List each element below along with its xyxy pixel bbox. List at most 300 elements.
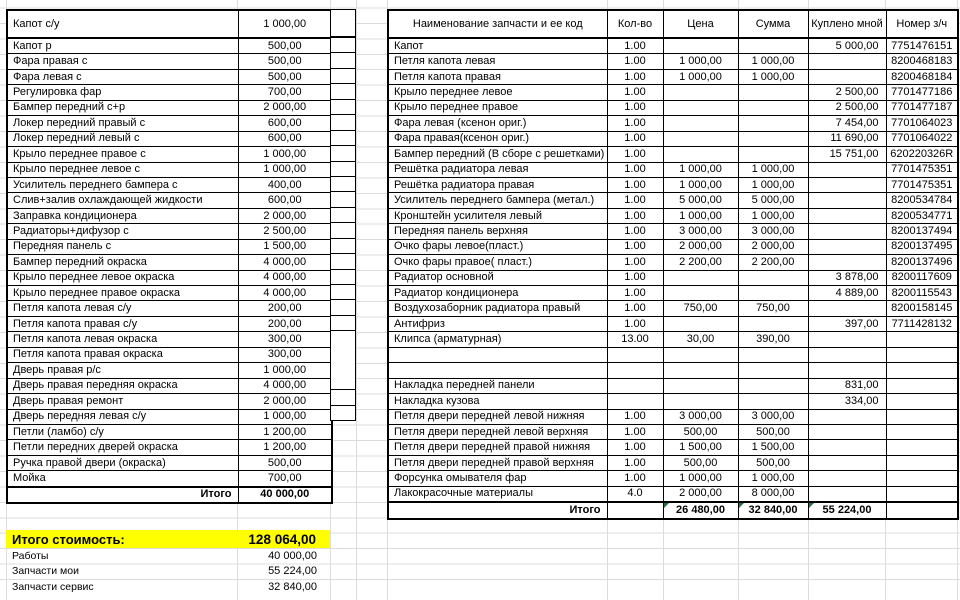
part-bought-cell[interactable] <box>808 54 886 69</box>
part-qty-cell[interactable]: 1.00 <box>607 239 663 254</box>
part-name-cell[interactable]: Решётка радиатора левая <box>388 162 607 177</box>
parts-table <box>387 9 959 520</box>
part-name-cell[interactable]: Антифриз <box>388 316 607 331</box>
part-bought-cell[interactable] <box>808 409 886 424</box>
parts-total-sum-cell[interactable]: 32 840,00 <box>738 502 808 518</box>
work-price-cell[interactable]: 600,00 <box>238 116 332 131</box>
parts-total-label-cell[interactable]: Итого <box>388 502 607 518</box>
summary-label: Запчасти мои <box>12 565 79 578</box>
empty-cell[interactable] <box>331 223 356 238</box>
empty-cell[interactable] <box>331 84 356 99</box>
empty-cell[interactable] <box>331 146 356 161</box>
work-price-cell[interactable]: 600,00 <box>238 131 332 146</box>
work-price-cell[interactable]: 4 000,00 <box>238 270 332 285</box>
part-bought-cell[interactable] <box>808 455 886 470</box>
part-sum-cell[interactable]: 500,00 <box>738 424 808 439</box>
work-name-cell[interactable]: Регулировка фар <box>7 85 238 100</box>
part-bought-cell[interactable]: 334,00 <box>808 394 886 409</box>
part-number-cell[interactable]: 7701475351 <box>886 177 958 192</box>
empty-strip-row <box>331 285 356 300</box>
part-qty-cell[interactable]: 1.00 <box>607 100 663 115</box>
part-sum-cell[interactable] <box>738 85 808 100</box>
part-sum-cell[interactable] <box>738 286 808 301</box>
work-name-cell[interactable]: Петля капота правая окраска <box>7 347 238 362</box>
empty-cell[interactable] <box>331 315 356 330</box>
part-name-cell[interactable]: Крыло переднее правое <box>388 100 607 115</box>
part-bought-cell[interactable] <box>808 224 886 239</box>
work-price-cell[interactable]: 600,00 <box>238 193 332 208</box>
part-sum-cell[interactable]: 1 000,00 <box>738 69 808 84</box>
empty-cell[interactable] <box>331 10 356 38</box>
part-number-cell[interactable] <box>886 455 958 470</box>
part-price-cell[interactable]: 2 000,00 <box>663 239 738 254</box>
part-name-cell[interactable]: Петля капота левая <box>388 54 607 69</box>
part-sum-cell[interactable]: 5 000,00 <box>738 193 808 208</box>
empty-cell[interactable] <box>331 192 356 207</box>
part-price-cell[interactable] <box>663 38 738 54</box>
work-name-cell[interactable]: Дверь правая ремонт <box>7 394 238 409</box>
work-name-cell[interactable]: Петля капота правая с/у <box>7 316 238 331</box>
part-bought-cell[interactable] <box>808 440 886 455</box>
work-name-cell[interactable]: Капот р <box>7 38 238 54</box>
part-number-cell[interactable] <box>886 347 958 362</box>
part-sum-cell[interactable]: 1 000,00 <box>738 208 808 223</box>
parts-total-bought-cell[interactable]: 55 224,00 <box>808 502 886 518</box>
table-row <box>7 38 332 54</box>
work-name-cell[interactable]: Бампер передний окраска <box>7 255 238 270</box>
part-number-cell[interactable]: 8200137496 <box>886 255 958 270</box>
work-name-cell[interactable]: Дверь правая передняя окраска <box>7 378 238 393</box>
part-sum-cell[interactable]: 3 000,00 <box>738 224 808 239</box>
part-qty-cell[interactable]: 1.00 <box>607 224 663 239</box>
part-qty-cell[interactable]: 1.00 <box>607 440 663 455</box>
header-col-bought[interactable]: Куплено мной <box>808 10 886 38</box>
part-name-cell[interactable]: Накладка кузова <box>388 394 607 409</box>
work-price-cell[interactable]: 1 000,00 <box>238 363 332 378</box>
part-qty-cell[interactable]: 1.00 <box>607 131 663 146</box>
part-name-cell[interactable]: Воздухозаборник радиатора правый <box>388 301 607 316</box>
empty-cell[interactable] <box>331 375 356 390</box>
part-price-cell[interactable]: 1 000,00 <box>663 69 738 84</box>
part-number-cell[interactable] <box>886 440 958 455</box>
works-total-value-cell[interactable]: 40 000,00 <box>238 487 332 503</box>
work-name-cell[interactable]: Слив+залив охлаждающей жидкости <box>7 193 238 208</box>
part-price-cell[interactable]: 1 000,00 <box>663 162 738 177</box>
works-table <box>6 9 333 504</box>
work-name-cell[interactable]: Петли передних дверей окраска <box>7 440 238 455</box>
work-name-cell[interactable]: Фара правая с <box>7 54 238 69</box>
table-row <box>7 208 332 223</box>
part-price-cell[interactable]: 1 000,00 <box>663 471 738 486</box>
part-name-cell[interactable]: Капот <box>388 38 607 54</box>
work-name-cell[interactable]: Крыло переднее правое окраска <box>7 286 238 301</box>
work-name-cell[interactable]: Локер передний правый с <box>7 116 238 131</box>
table-row <box>388 100 958 115</box>
part-sum-cell[interactable] <box>738 131 808 146</box>
part-sum-cell[interactable]: 1 000,00 <box>738 54 808 69</box>
part-name-cell[interactable]: Петля двери передней правой нижняя <box>388 440 607 455</box>
part-number-cell[interactable]: 8200468183 <box>886 54 958 69</box>
part-price-cell[interactable]: 1 000,00 <box>663 177 738 192</box>
work-price-cell[interactable]: 1 200,00 <box>238 424 332 439</box>
part-bought-cell[interactable] <box>808 239 886 254</box>
part-name-cell[interactable]: Радиатор кондиционера <box>388 286 607 301</box>
part-number-cell[interactable] <box>886 409 958 424</box>
parts-total-qty-cell[interactable] <box>607 502 663 518</box>
work-price-cell[interactable]: 1 000,00 <box>238 147 332 162</box>
empty-cell[interactable] <box>331 254 356 269</box>
part-qty-cell[interactable]: 1.00 <box>607 208 663 223</box>
part-qty-cell[interactable]: 4.0 <box>607 486 663 502</box>
summary-line-my-parts[interactable] <box>6 564 330 579</box>
empty-cell[interactable] <box>331 390 356 405</box>
part-bought-cell[interactable] <box>808 162 886 177</box>
part-qty-cell[interactable]: 1.00 <box>607 162 663 177</box>
part-number-cell[interactable] <box>886 332 958 347</box>
part-bought-cell[interactable] <box>808 301 886 316</box>
part-number-cell[interactable]: 7701477186 <box>886 85 958 100</box>
part-price-cell[interactable] <box>663 131 738 146</box>
work-price-cell[interactable]: 1 500,00 <box>238 239 332 254</box>
part-name-cell[interactable]: Форсунка омывателя фар <box>388 471 607 486</box>
empty-cell[interactable] <box>331 161 356 176</box>
part-number-cell[interactable]: 7701064022 <box>886 131 958 146</box>
work-price-cell[interactable]: 500,00 <box>238 38 332 54</box>
part-qty-cell[interactable]: 1.00 <box>607 455 663 470</box>
part-price-cell[interactable]: 5 000,00 <box>663 193 738 208</box>
work-price-cell[interactable]: 500,00 <box>238 69 332 84</box>
work-price-cell[interactable]: 200,00 <box>238 316 332 331</box>
work-price-cell[interactable]: 500,00 <box>238 54 332 69</box>
part-bought-cell[interactable] <box>808 208 886 223</box>
empty-cell[interactable] <box>331 269 356 284</box>
part-price-cell[interactable]: 1 500,00 <box>663 440 738 455</box>
part-number-cell[interactable]: 8200534784 <box>886 193 958 208</box>
part-sum-cell[interactable]: 500,00 <box>738 455 808 470</box>
work-price-cell[interactable]: 500,00 <box>238 455 332 470</box>
table-row <box>388 440 958 455</box>
empty-cell[interactable] <box>331 53 356 68</box>
part-qty-cell[interactable]: 1.00 <box>607 255 663 270</box>
part-qty-cell[interactable]: 13.00 <box>607 332 663 347</box>
work-price-cell[interactable]: 2 500,00 <box>238 224 332 239</box>
empty-cell[interactable] <box>331 176 356 191</box>
work-name-cell[interactable]: Фара левая с <box>7 69 238 84</box>
part-sum-cell[interactable]: 2 000,00 <box>738 239 808 254</box>
part-sum-cell[interactable] <box>738 38 808 54</box>
part-name-cell[interactable]: Решётка радиатора правая <box>388 177 607 192</box>
part-name-cell[interactable]: Усилитель переднего бампера (метал.) <box>388 193 607 208</box>
part-bought-cell[interactable]: 831,00 <box>808 378 886 393</box>
empty-strip-row <box>331 390 356 405</box>
part-qty-cell[interactable]: 1.00 <box>607 69 663 84</box>
part-sum-cell[interactable]: 8 000,00 <box>738 486 808 502</box>
empty-cell[interactable] <box>331 285 356 300</box>
part-sum-cell[interactable]: 390,00 <box>738 332 808 347</box>
work-price-cell[interactable]: 200,00 <box>238 301 332 316</box>
part-sum-cell[interactable] <box>738 270 808 285</box>
part-bought-cell[interactable]: 11 690,00 <box>808 131 886 146</box>
part-number-cell[interactable]: 7701475351 <box>886 162 958 177</box>
part-price-cell[interactable] <box>663 363 738 378</box>
part-bought-cell[interactable]: 4 889,00 <box>808 286 886 301</box>
part-name-cell[interactable]: Кронштейн усилителя левый <box>388 208 607 223</box>
part-price-cell[interactable] <box>663 116 738 131</box>
work-price-cell[interactable]: 2 000,00 <box>238 100 332 115</box>
part-number-cell[interactable]: 8200534771 <box>886 208 958 223</box>
part-number-cell[interactable]: 7701477187 <box>886 100 958 115</box>
part-name-cell[interactable]: Радиатор основной <box>388 270 607 285</box>
work-price-cell[interactable]: 300,00 <box>238 347 332 362</box>
part-price-cell[interactable]: 30,00 <box>663 332 738 347</box>
part-qty-cell[interactable] <box>607 378 663 393</box>
part-price-cell[interactable]: 3 000,00 <box>663 409 738 424</box>
part-sum-cell[interactable]: 1 000,00 <box>738 471 808 486</box>
work-name-cell[interactable]: Передняя панель с <box>7 239 238 254</box>
part-number-cell[interactable]: 7751476151 <box>886 38 958 54</box>
work-name-cell[interactable]: Дверь правая р/с <box>7 363 238 378</box>
work-price-cell[interactable]: 2 000,00 <box>238 394 332 409</box>
empty-cell[interactable] <box>331 37 356 53</box>
parts-total-number-cell[interactable] <box>886 502 958 518</box>
part-qty-cell[interactable] <box>607 347 663 362</box>
part-number-cell[interactable] <box>886 486 958 502</box>
work-price-cell[interactable]: 2 000,00 <box>238 208 332 223</box>
work-name-cell[interactable]: Бампер передний с+р <box>7 100 238 115</box>
work-price-cell[interactable]: 700,00 <box>238 85 332 100</box>
part-number-cell[interactable]: 620220326R <box>886 147 958 162</box>
part-bought-cell[interactable]: 397,00 <box>808 316 886 331</box>
part-qty-cell[interactable]: 1.00 <box>607 471 663 486</box>
part-number-cell[interactable]: 8200468184 <box>886 69 958 84</box>
part-name-cell[interactable]: Петля двери передней правой верхняя <box>388 455 607 470</box>
empty-cell[interactable] <box>331 115 356 130</box>
summary-value: 40 000,00 <box>268 549 317 562</box>
part-bought-cell[interactable]: 7 454,00 <box>808 116 886 131</box>
empty-cell[interactable] <box>331 130 356 145</box>
empty-cell[interactable] <box>331 99 356 114</box>
part-number-cell[interactable]: 8200117609 <box>886 270 958 285</box>
work-price-cell[interactable]: 1 200,00 <box>238 440 332 455</box>
part-qty-cell[interactable]: 1.00 <box>607 424 663 439</box>
part-price-cell[interactable] <box>663 100 738 115</box>
empty-cell[interactable] <box>331 238 356 253</box>
part-qty-cell[interactable]: 1.00 <box>607 193 663 208</box>
part-qty-cell[interactable]: 1.00 <box>607 270 663 285</box>
work-name-cell[interactable]: Петля капота левая окраска <box>7 332 238 347</box>
part-qty-cell[interactable]: 1.00 <box>607 38 663 54</box>
part-bought-cell[interactable] <box>808 363 886 378</box>
part-name-cell[interactable]: Накладка передней панели <box>388 378 607 393</box>
part-price-cell[interactable] <box>663 270 738 285</box>
part-price-cell[interactable]: 3 000,00 <box>663 224 738 239</box>
work-name-cell[interactable]: Заправка кондиционера <box>7 208 238 223</box>
part-sum-cell[interactable] <box>738 316 808 331</box>
part-price-cell[interactable]: 2 000,00 <box>663 486 738 502</box>
part-sum-cell[interactable] <box>738 394 808 409</box>
parts-total-price-cell[interactable]: 26 480,00 <box>663 502 738 518</box>
table-row <box>388 85 958 100</box>
header-col-sum[interactable]: Сумма <box>738 10 808 38</box>
work-name-cell[interactable]: Дверь передняя левая с/у <box>7 409 238 424</box>
work-price-cell[interactable]: 1 000,00 <box>238 10 332 38</box>
work-price-cell[interactable]: 4 000,00 <box>238 255 332 270</box>
table-row <box>7 378 332 393</box>
part-number-cell[interactable]: 8200115543 <box>886 286 958 301</box>
part-bought-cell[interactable] <box>808 471 886 486</box>
work-name-cell[interactable]: Петли (ламбо) с/у <box>7 424 238 439</box>
part-name-cell[interactable]: Крыло переднее левое <box>388 85 607 100</box>
part-number-cell[interactable]: 7711428132 <box>886 316 958 331</box>
part-sum-cell[interactable] <box>738 347 808 362</box>
part-price-cell[interactable] <box>663 147 738 162</box>
empty-strip-row <box>331 84 356 99</box>
part-name-cell[interactable]: Петля капота правая <box>388 69 607 84</box>
part-name-cell[interactable]: Клипса (арматурная) <box>388 332 607 347</box>
part-price-cell[interactable] <box>663 347 738 362</box>
part-sum-cell[interactable] <box>738 363 808 378</box>
header-col-name[interactable]: Наименование запчасти и ее код <box>388 10 607 38</box>
work-price-cell[interactable]: 1 000,00 <box>238 409 332 424</box>
part-bought-cell[interactable]: 15 751,00 <box>808 147 886 162</box>
part-name-cell[interactable]: Очко фары левое(пласт.) <box>388 239 607 254</box>
work-name-cell[interactable]: Крыло переднее левое с <box>7 162 238 177</box>
part-name-cell[interactable]: Лакокрасочные материалы <box>388 486 607 502</box>
work-name-cell[interactable]: Ручка правой двери (окраска) <box>7 455 238 470</box>
part-number-cell[interactable]: 8200137494 <box>886 224 958 239</box>
part-qty-cell[interactable]: 1.00 <box>607 54 663 69</box>
work-price-cell[interactable]: 1 000,00 <box>238 162 332 177</box>
part-name-cell[interactable] <box>388 363 607 378</box>
part-price-cell[interactable]: 500,00 <box>663 424 738 439</box>
part-number-cell[interactable]: 8200158145 <box>886 301 958 316</box>
work-name-cell[interactable]: Локер передний левый с <box>7 131 238 146</box>
header-col-qty[interactable]: Кол-во <box>607 10 663 38</box>
part-price-cell[interactable] <box>663 378 738 393</box>
part-number-cell[interactable] <box>886 471 958 486</box>
work-name-cell[interactable]: Крыло переднее правое с <box>7 147 238 162</box>
part-price-cell[interactable]: 1 000,00 <box>663 54 738 69</box>
grand-total-row[interactable] <box>6 530 330 548</box>
part-bought-cell[interactable]: 3 878,00 <box>808 270 886 285</box>
works-total-label-cell[interactable]: Итого <box>7 487 238 503</box>
work-price-cell[interactable]: 4 000,00 <box>238 286 332 301</box>
part-qty-cell[interactable]: 1.00 <box>607 116 663 131</box>
part-sum-cell[interactable] <box>738 100 808 115</box>
part-sum-cell[interactable]: 3 000,00 <box>738 409 808 424</box>
empty-cell[interactable] <box>331 300 356 315</box>
part-name-cell[interactable]: Фара левая (ксенон ориг.) <box>388 116 607 131</box>
table-row <box>7 224 332 239</box>
part-number-cell[interactable]: 7701064023 <box>886 116 958 131</box>
part-price-cell[interactable] <box>663 316 738 331</box>
part-qty-cell[interactable]: 1.00 <box>607 85 663 100</box>
empty-cell[interactable] <box>331 331 356 346</box>
part-price-cell[interactable] <box>663 85 738 100</box>
part-name-cell[interactable]: Бампер передний (В сборе с решетками) <box>388 147 607 162</box>
empty-cell[interactable] <box>331 68 356 83</box>
part-bought-cell[interactable] <box>808 424 886 439</box>
part-number-cell[interactable] <box>886 424 958 439</box>
part-name-cell[interactable] <box>388 347 607 362</box>
summary-line-service-parts[interactable] <box>6 579 330 594</box>
part-qty-cell[interactable] <box>607 394 663 409</box>
part-sum-cell[interactable] <box>738 378 808 393</box>
part-name-cell[interactable]: Фара правая(ксенон ориг.) <box>388 131 607 146</box>
part-bought-cell[interactable]: 2 500,00 <box>808 100 886 115</box>
header-col-price[interactable]: Цена <box>663 10 738 38</box>
part-name-cell[interactable]: Петля двери передней левой верхняя <box>388 424 607 439</box>
part-qty-cell[interactable]: 1.00 <box>607 301 663 316</box>
part-qty-cell[interactable]: 1.00 <box>607 147 663 162</box>
part-bought-cell[interactable]: 2 500,00 <box>808 85 886 100</box>
empty-cell[interactable] <box>331 207 356 222</box>
part-price-cell[interactable]: 1 000,00 <box>663 208 738 223</box>
work-name-cell[interactable]: Мойка <box>7 471 238 487</box>
part-sum-cell[interactable]: 1 000,00 <box>738 162 808 177</box>
work-name-cell[interactable]: Капот с/у <box>7 10 238 38</box>
part-number-cell[interactable] <box>886 378 958 393</box>
empty-cell[interactable] <box>331 346 356 360</box>
part-name-cell[interactable]: Петля двери передней левой нижняя <box>388 409 607 424</box>
part-sum-cell[interactable]: 1 000,00 <box>738 177 808 192</box>
part-number-cell[interactable] <box>886 394 958 409</box>
empty-cell[interactable] <box>331 360 356 374</box>
empty-cell[interactable] <box>331 405 356 420</box>
work-price-cell[interactable]: 4 000,00 <box>238 378 332 393</box>
part-name-cell[interactable]: Передняя панель верхняя <box>388 224 607 239</box>
header-col-partnumber[interactable]: Номер з/ч <box>886 10 958 38</box>
part-bought-cell[interactable] <box>808 332 886 347</box>
part-qty-cell[interactable]: 1.00 <box>607 316 663 331</box>
work-name-cell[interactable]: Петля капота левая с/у <box>7 301 238 316</box>
part-sum-cell[interactable]: 750,00 <box>738 301 808 316</box>
work-price-cell[interactable]: 300,00 <box>238 332 332 347</box>
part-bought-cell[interactable] <box>808 255 886 270</box>
part-price-cell[interactable] <box>663 394 738 409</box>
work-price-cell[interactable]: 400,00 <box>238 177 332 192</box>
part-number-cell[interactable]: 8200137495 <box>886 239 958 254</box>
part-bought-cell[interactable] <box>808 193 886 208</box>
part-sum-cell[interactable]: 2 200,00 <box>738 255 808 270</box>
part-number-cell[interactable] <box>886 363 958 378</box>
part-bought-cell[interactable]: 5 000,00 <box>808 38 886 54</box>
work-name-cell[interactable]: Радиаторы+дифузор с <box>7 224 238 239</box>
part-sum-cell[interactable] <box>738 116 808 131</box>
part-bought-cell[interactable] <box>808 69 886 84</box>
part-name-cell[interactable]: Очко фары правое( пласт.) <box>388 255 607 270</box>
part-sum-cell[interactable]: 1 500,00 <box>738 440 808 455</box>
part-bought-cell[interactable] <box>808 177 886 192</box>
part-bought-cell[interactable] <box>808 347 886 362</box>
work-price-cell[interactable]: 700,00 <box>238 471 332 487</box>
empty-strip-row <box>331 331 356 346</box>
part-price-cell[interactable] <box>663 286 738 301</box>
part-price-cell[interactable]: 750,00 <box>663 301 738 316</box>
part-price-cell[interactable]: 2 200,00 <box>663 255 738 270</box>
part-qty-cell[interactable]: 1.00 <box>607 409 663 424</box>
work-name-cell[interactable]: Усилитель переднего бампера с <box>7 177 238 192</box>
part-qty-cell[interactable]: 1.00 <box>607 177 663 192</box>
part-price-cell[interactable]: 500,00 <box>663 455 738 470</box>
table-row <box>388 193 958 208</box>
work-name-cell[interactable]: Крыло переднее левое окраска <box>7 270 238 285</box>
part-sum-cell[interactable] <box>738 147 808 162</box>
part-qty-cell[interactable]: 1.00 <box>607 286 663 301</box>
part-qty-cell[interactable] <box>607 363 663 378</box>
summary-line-works[interactable] <box>6 548 330 563</box>
part-bought-cell[interactable] <box>808 486 886 502</box>
